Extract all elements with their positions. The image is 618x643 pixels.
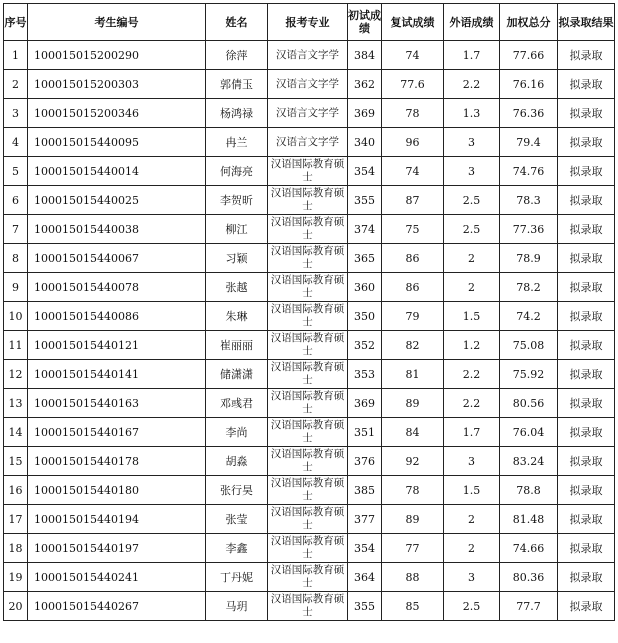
- cell-name: 张越: [206, 273, 268, 302]
- table-row: [4, 41, 615, 70]
- cell-foreign-score: 1.7: [444, 418, 500, 447]
- cell-retest-score: 92: [382, 447, 444, 476]
- cell-major: 汉语国际教育硕士: [268, 157, 348, 186]
- cell-seq: 3: [4, 99, 28, 128]
- header-foreign-score: 外语成绩: [444, 4, 500, 41]
- cell-major: 汉语国际教育硕士: [268, 418, 348, 447]
- cell-retest-score: 74: [382, 41, 444, 70]
- cell-exam-id: 100015015200303: [28, 70, 206, 99]
- cell-seq: 9: [4, 273, 28, 302]
- cell-major: 汉语国际教育硕士: [268, 244, 348, 273]
- cell-weighted-total: 78.9: [500, 244, 558, 273]
- table-row: [4, 157, 615, 186]
- cell-prelim-score: 353: [348, 360, 382, 389]
- table-row: [4, 302, 615, 331]
- cell-seq: 8: [4, 244, 28, 273]
- cell-major: 汉语国际教育硕士: [268, 447, 348, 476]
- cell-retest-score: 77: [382, 534, 444, 563]
- cell-prelim-score: 376: [348, 447, 382, 476]
- cell-weighted-total: 78.8: [500, 476, 558, 505]
- cell-weighted-total: 74.66: [500, 534, 558, 563]
- cell-exam-id: 100015015440086: [28, 302, 206, 331]
- cell-seq: 19: [4, 563, 28, 592]
- cell-name: 李贺昕: [206, 186, 268, 215]
- cell-name: 丁丹妮: [206, 563, 268, 592]
- cell-result: 拟录取: [558, 99, 615, 128]
- cell-major: 汉语国际教育硕士: [268, 476, 348, 505]
- cell-major: 汉语国际教育硕士: [268, 360, 348, 389]
- header-retest-score: 复试成绩: [382, 4, 444, 41]
- table-row: [4, 186, 615, 215]
- cell-major: 汉语国际教育硕士: [268, 215, 348, 244]
- cell-weighted-total: 77.66: [500, 41, 558, 70]
- cell-prelim-score: 385: [348, 476, 382, 505]
- cell-result: 拟录取: [558, 418, 615, 447]
- cell-weighted-total: 83.24: [500, 447, 558, 476]
- cell-name: 郭倩玉: [206, 70, 268, 99]
- cell-foreign-score: 2.5: [444, 592, 500, 621]
- cell-seq: 5: [4, 157, 28, 186]
- cell-prelim-score: 364: [348, 563, 382, 592]
- cell-result: 拟录取: [558, 592, 615, 621]
- cell-name: 李鑫: [206, 534, 268, 563]
- cell-exam-id: 100015015440163: [28, 389, 206, 418]
- cell-seq: 17: [4, 505, 28, 534]
- table-row: [4, 99, 615, 128]
- cell-result: 拟录取: [558, 534, 615, 563]
- cell-exam-id: 100015015440038: [28, 215, 206, 244]
- cell-name: 杨鸿禄: [206, 99, 268, 128]
- cell-foreign-score: 1.3: [444, 99, 500, 128]
- cell-retest-score: 78: [382, 99, 444, 128]
- cell-name: 李尚: [206, 418, 268, 447]
- cell-prelim-score: 355: [348, 592, 382, 621]
- cell-weighted-total: 74.76: [500, 157, 558, 186]
- cell-major: 汉语国际教育硕士: [268, 331, 348, 360]
- header-weighted-total: 加权总分: [500, 4, 558, 41]
- table-row: [4, 534, 615, 563]
- cell-weighted-total: 75.08: [500, 331, 558, 360]
- cell-retest-score: 85: [382, 592, 444, 621]
- table-row: [4, 244, 615, 273]
- cell-major: 汉语国际教育硕士: [268, 534, 348, 563]
- cell-retest-score: 75: [382, 215, 444, 244]
- cell-prelim-score: 374: [348, 215, 382, 244]
- cell-exam-id: 100015015440078: [28, 273, 206, 302]
- cell-result: 拟录取: [558, 389, 615, 418]
- table-row: [4, 331, 615, 360]
- cell-name: 朱琳: [206, 302, 268, 331]
- cell-retest-score: 78: [382, 476, 444, 505]
- cell-prelim-score: 352: [348, 331, 382, 360]
- cell-foreign-score: 2.2: [444, 70, 500, 99]
- cell-name: 崔丽丽: [206, 331, 268, 360]
- table-row: [4, 70, 615, 99]
- cell-name: 冉兰: [206, 128, 268, 157]
- cell-result: 拟录取: [558, 360, 615, 389]
- cell-weighted-total: 77.7: [500, 592, 558, 621]
- cell-result: 拟录取: [558, 331, 615, 360]
- cell-weighted-total: 74.2: [500, 302, 558, 331]
- cell-major: 汉语国际教育硕士: [268, 302, 348, 331]
- cell-seq: 13: [4, 389, 28, 418]
- table-row: [4, 128, 615, 157]
- cell-result: 拟录取: [558, 476, 615, 505]
- cell-name: 何海亮: [206, 157, 268, 186]
- admission-score-table: [3, 3, 615, 621]
- cell-weighted-total: 78.2: [500, 273, 558, 302]
- cell-result: 拟录取: [558, 273, 615, 302]
- cell-weighted-total: 75.92: [500, 360, 558, 389]
- cell-major: 汉语国际教育硕士: [268, 563, 348, 592]
- cell-foreign-score: 2.5: [444, 186, 500, 215]
- cell-major: 汉语国际教育硕士: [268, 273, 348, 302]
- cell-major: 汉语国际教育硕士: [268, 592, 348, 621]
- cell-retest-score: 74: [382, 157, 444, 186]
- cell-result: 拟录取: [558, 505, 615, 534]
- cell-retest-score: 86: [382, 244, 444, 273]
- cell-result: 拟录取: [558, 128, 615, 157]
- cell-major: 汉语国际教育硕士: [268, 389, 348, 418]
- cell-major: 汉语言文字学: [268, 41, 348, 70]
- cell-result: 拟录取: [558, 186, 615, 215]
- cell-foreign-score: 2: [444, 534, 500, 563]
- cell-result: 拟录取: [558, 157, 615, 186]
- cell-name: 储潇潇: [206, 360, 268, 389]
- cell-retest-score: 77.6: [382, 70, 444, 99]
- cell-result: 拟录取: [558, 302, 615, 331]
- cell-retest-score: 89: [382, 505, 444, 534]
- cell-prelim-score: 354: [348, 157, 382, 186]
- cell-exam-id: 100015015440267: [28, 592, 206, 621]
- cell-prelim-score: 362: [348, 70, 382, 99]
- cell-major: 汉语言文字学: [268, 128, 348, 157]
- cell-seq: 11: [4, 331, 28, 360]
- cell-weighted-total: 76.16: [500, 70, 558, 99]
- cell-prelim-score: 369: [348, 99, 382, 128]
- cell-exam-id: 100015015200346: [28, 99, 206, 128]
- cell-weighted-total: 76.04: [500, 418, 558, 447]
- cell-prelim-score: 377: [348, 505, 382, 534]
- cell-name: 柳江: [206, 215, 268, 244]
- cell-seq: 20: [4, 592, 28, 621]
- cell-foreign-score: 3: [444, 563, 500, 592]
- cell-major: 汉语国际教育硕士: [268, 505, 348, 534]
- cell-weighted-total: 76.36: [500, 99, 558, 128]
- cell-exam-id: 100015015200290: [28, 41, 206, 70]
- cell-foreign-score: 2.2: [444, 360, 500, 389]
- cell-foreign-score: 1.7: [444, 41, 500, 70]
- cell-exam-id: 100015015440121: [28, 331, 206, 360]
- cell-prelim-score: 350: [348, 302, 382, 331]
- header-seq: 序号: [4, 4, 28, 41]
- cell-prelim-score: 365: [348, 244, 382, 273]
- cell-seq: 16: [4, 476, 28, 505]
- cell-weighted-total: 81.48: [500, 505, 558, 534]
- cell-prelim-score: 369: [348, 389, 382, 418]
- cell-seq: 10: [4, 302, 28, 331]
- header-major: 报考专业: [268, 4, 348, 41]
- cell-result: 拟录取: [558, 563, 615, 592]
- table-row: [4, 418, 615, 447]
- cell-prelim-score: 351: [348, 418, 382, 447]
- cell-exam-id: 100015015440197: [28, 534, 206, 563]
- cell-weighted-total: 80.56: [500, 389, 558, 418]
- header-name: 姓名: [206, 4, 268, 41]
- cell-name: 马玥: [206, 592, 268, 621]
- cell-foreign-score: 2.2: [444, 389, 500, 418]
- header-exam-id: 考生编号: [28, 4, 206, 41]
- cell-foreign-score: 2.5: [444, 215, 500, 244]
- cell-foreign-score: 1.2: [444, 331, 500, 360]
- cell-seq: 1: [4, 41, 28, 70]
- cell-retest-score: 82: [382, 331, 444, 360]
- header-row: [4, 4, 615, 41]
- cell-result: 拟录取: [558, 215, 615, 244]
- cell-seq: 6: [4, 186, 28, 215]
- cell-prelim-score: 355: [348, 186, 382, 215]
- cell-name: 张行昊: [206, 476, 268, 505]
- table-row: [4, 389, 615, 418]
- cell-exam-id: 100015015440180: [28, 476, 206, 505]
- cell-name: 胡淼: [206, 447, 268, 476]
- cell-exam-id: 100015015440014: [28, 157, 206, 186]
- cell-foreign-score: 2: [444, 505, 500, 534]
- cell-weighted-total: 77.36: [500, 215, 558, 244]
- cell-seq: 7: [4, 215, 28, 244]
- table-row: [4, 505, 615, 534]
- cell-major: 汉语言文字学: [268, 99, 348, 128]
- cell-exam-id: 100015015440241: [28, 563, 206, 592]
- cell-prelim-score: 354: [348, 534, 382, 563]
- cell-retest-score: 88: [382, 563, 444, 592]
- cell-result: 拟录取: [558, 447, 615, 476]
- header-prelim-score: 初试成绩: [348, 4, 382, 41]
- cell-result: 拟录取: [558, 70, 615, 99]
- cell-major: 汉语国际教育硕士: [268, 186, 348, 215]
- cell-weighted-total: 80.36: [500, 563, 558, 592]
- cell-foreign-score: 2: [444, 244, 500, 273]
- cell-seq: 12: [4, 360, 28, 389]
- header-result: 拟录取结果: [558, 4, 615, 41]
- cell-major: 汉语言文字学: [268, 70, 348, 99]
- cell-prelim-score: 360: [348, 273, 382, 302]
- cell-foreign-score: 1.5: [444, 476, 500, 505]
- cell-retest-score: 89: [382, 389, 444, 418]
- cell-retest-score: 86: [382, 273, 444, 302]
- cell-exam-id: 100015015440178: [28, 447, 206, 476]
- cell-foreign-score: 3: [444, 447, 500, 476]
- cell-foreign-score: 2: [444, 273, 500, 302]
- cell-result: 拟录取: [558, 244, 615, 273]
- cell-seq: 2: [4, 70, 28, 99]
- cell-prelim-score: 384: [348, 41, 382, 70]
- cell-seq: 15: [4, 447, 28, 476]
- cell-exam-id: 100015015440167: [28, 418, 206, 447]
- cell-retest-score: 84: [382, 418, 444, 447]
- cell-foreign-score: 3: [444, 157, 500, 186]
- cell-seq: 14: [4, 418, 28, 447]
- cell-foreign-score: 1.5: [444, 302, 500, 331]
- table-row: [4, 273, 615, 302]
- table-row: [4, 476, 615, 505]
- cell-seq: 18: [4, 534, 28, 563]
- cell-name: 邓彧君: [206, 389, 268, 418]
- cell-retest-score: 96: [382, 128, 444, 157]
- cell-exam-id: 100015015440194: [28, 505, 206, 534]
- cell-retest-score: 87: [382, 186, 444, 215]
- cell-retest-score: 79: [382, 302, 444, 331]
- cell-name: 张莹: [206, 505, 268, 534]
- table-row: [4, 215, 615, 244]
- cell-weighted-total: 78.3: [500, 186, 558, 215]
- cell-retest-score: 81: [382, 360, 444, 389]
- table-row: [4, 360, 615, 389]
- cell-weighted-total: 79.4: [500, 128, 558, 157]
- cell-exam-id: 100015015440025: [28, 186, 206, 215]
- cell-prelim-score: 340: [348, 128, 382, 157]
- cell-exam-id: 100015015440067: [28, 244, 206, 273]
- table-row: [4, 447, 615, 476]
- cell-name: 徐萍: [206, 41, 268, 70]
- table-row: [4, 563, 615, 592]
- cell-foreign-score: 3: [444, 128, 500, 157]
- table-row: [4, 592, 615, 621]
- cell-seq: 4: [4, 128, 28, 157]
- cell-exam-id: 100015015440141: [28, 360, 206, 389]
- cell-result: 拟录取: [558, 41, 615, 70]
- cell-exam-id: 100015015440095: [28, 128, 206, 157]
- cell-name: 习颖: [206, 244, 268, 273]
